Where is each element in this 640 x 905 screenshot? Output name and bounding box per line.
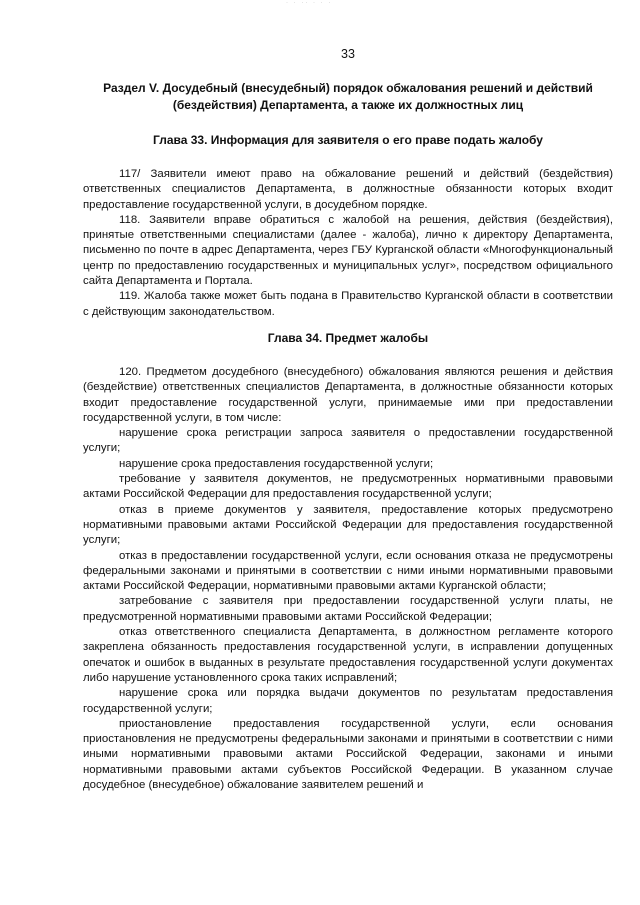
- paragraph-118: 118. Заявители вправе обратиться с жалобой на решения, действия (бездействия), принятые ответственными специалистами (далее - жалоба), лично к директору Департамента, письменно по почте в адрес Департамента, через ГБУ Курганской области «Многофункциональный центр по предоставлению государственных и муниципальных услуг», посредством официального сайта Департамента и Портала.: [83, 213, 613, 288]
- list-item: приостановление предоставления государственной услуги, если основания приостановления не предусмотрены федеральными законами и принятыми в соответствии с ними иными нормативными правовыми актами Российской Федерации, законами и иными нормативными правовыми актами субъектов Российской Федерации. В указанном случае досудебное (внесудебное) обжалование заявителем решений и: [83, 717, 613, 791]
- document-page: [83, 46, 613, 793]
- list-item: нарушение срока регистрации запроса заявителя о предоставлении государственной услуги;: [83, 427, 613, 455]
- list-item: нарушение срока или порядка выдачи документов по результатам предоставления государственной услуги;: [83, 687, 613, 715]
- paragraph-120: 120. Предметом досудебного (внесудебного) обжалования являются решения и действия (бездействие) ответственных специалистов Департамента, в должностные обязанности которых входит предоставление государственной услуги, принимаемые ими при предоставлении государственной услуги, в том числе:: [83, 365, 613, 424]
- list-item: отказ в предоставлении государственной услуги, если основания отказа не предусмотрены федеральными законами и принятыми в соответствии с ними иными нормативными правовыми актами Российской Федерации, нормативными правовыми актами Курганской области;: [83, 549, 613, 593]
- section-title: Раздел V. Досудебный (внесудебный) порядок обжалования решений и действий (бездействия) Департамента, а также их должностных лиц: [103, 81, 593, 112]
- paragraph-119: 119. Жалоба также может быть подана в Правительство Курганской области в соответствии с действующим законодательством.: [83, 290, 613, 318]
- scan-mark: · · ·· · · ·: [286, 0, 333, 6]
- list-item: нарушение срока предоставления государственной услуги;: [119, 457, 434, 470]
- list-item: требование у заявителя документов, не предусмотренных нормативными правовыми актами Российской Федерации для предоставления государственной услуги;: [83, 473, 613, 501]
- page-number: 33: [341, 47, 355, 61]
- complaint-subject-list: [83, 426, 613, 793]
- list-item: отказ ответственного специалиста Департамента, в должностном регламенте которого закреплена обязанность предоставления государственной услуги, в исправлении допущенных опечаток и ошибок в выданных в результате предоставления государственной услуги документах либо нарушение установленного срока таких исправлений;: [83, 626, 613, 684]
- list-item: отказ в приеме документов у заявителя, предоставление которых предусмотрено нормативными правовыми актами Российской Федерации для предоставления государственной услуги;: [83, 503, 613, 547]
- chapter-33-title: Глава 33. Информация для заявителя о его праве подать жалобу: [153, 133, 543, 147]
- list-item: затребование с заявителя при предоставлении государственной услуги платы, не предусмотренной нормативными правовыми актами Российской Федерации;: [83, 595, 613, 623]
- chapter-34-title: Глава 34. Предмет жалобы: [267, 330, 429, 345]
- paragraph-117: 117/ Заявители имеют право на обжалование решений и действий (бездействия) ответственных специалистов Департамента, в должностные обязанности которых входит предоставление государственной услуги, в досудебном порядке.: [83, 168, 613, 211]
